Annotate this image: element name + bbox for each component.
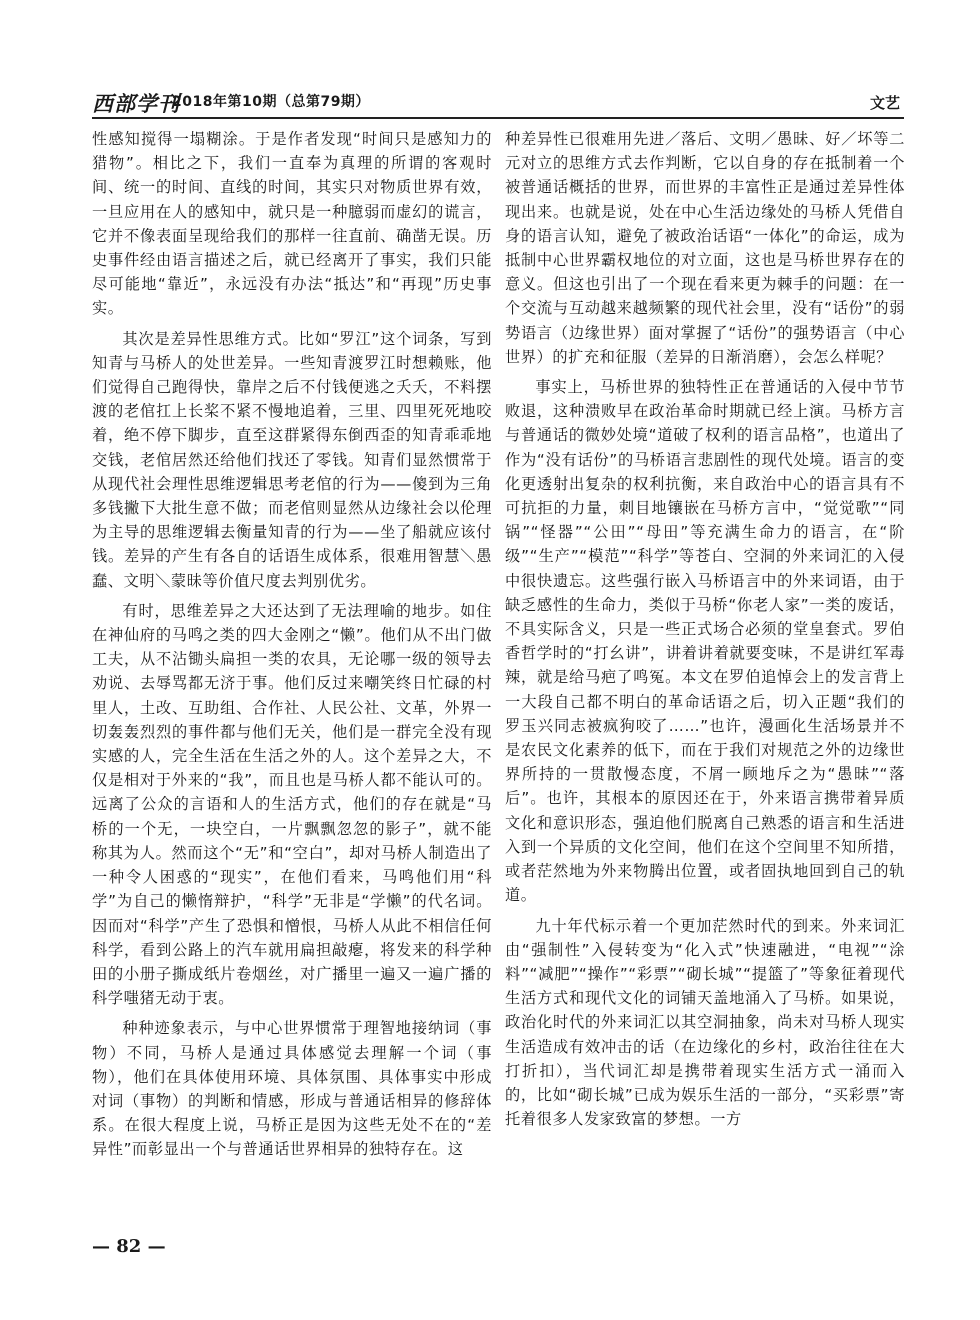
running-header [92, 86, 902, 116]
header-rule [92, 117, 904, 119]
paragraph: 种差异性已很难用先进／落后、文明／愚昧、好／坏等二元对立的思维方式去作判断，它以自身的存在抵制着一个被普通话概括的世界，而世界的丰富性正是通过差异性体现出来。也就是说，处在中心生活边缘处的马桥人凭借自身的语言认知，避免了被政治话语“一体化”的命运，成为抵制中心世界霸权地位的对立面，这也是马桥世界存在的意义。但这也引出了一个现在看来更为棘手的问题：在一个交流与互动越来越频繁的现代社会里，没有“话份”的弱势语言（边缘世界）面对掌握了“话份”的强势语言（中心世界）的扩充和征服（差异的日渐消磨），会怎么样呢？ [505, 130, 905, 366]
section-name: 文艺 [869, 94, 900, 112]
paragraph: 有时，思维差异之大还达到了无法理喻的地步。如住在神仙府的马鸣之类的四大金刚之“懒”。他们从不出门做工夫，从不沾锄头扁担一类的农具，无论哪一级的领导去劝说、去辱骂都无济于事。他们反过来嘲笑终日忙碌的村里人，土改、互助组、合作社、人民公社、文革，外界一切轰轰烈烈的事件都与他们无关，他们是一群完全没有现实感的人，完全生活在生活之外的人。这个差异之大，不仅是相对于外来的“我”，而且也是马桥人都不能认可的。远离了公众的言语和人的生活方式，他们的存在就是“马桥的一个无，一块空白，一片飘飘忽忽的影子”，就不能称其为人。然而这个“无”和“空白”，却对马桥人制造出了一种令人困惑的“现实”，在他们看来，马鸣他们用“科学”为自己的懒惰辩护，“科学”无非是“学懒”的代名词。因而对“科学”产生了恐惧和憎恨，马桥人从此不相信任何科学，看到公路上的汽车就用扁担敲瘪，将发来的科学种田的小册子撕成纸片卷烟丝，对广播里一遍又一遍广播的科学嗤猪无动于衷。 [92, 601, 492, 1008]
paragraph: 种种迹象表示，与中心世界惯常于理智地接纳词（事物）不同，马桥人是通过具体感觉去理解一个词（事物），他们在具体使用环境、具体氛围、具体事实中形成对词（事物）的判断和情感，形成与普通话相异的修辞体系。在很大程度上说，马桥正是因为这些无处不在的“差异性”而彰显出一个与普通话世界相异的独特存在。这 [92, 1019, 492, 1159]
left-column [92, 127, 492, 1162]
paragraph: 其次是差异性思维方式。比如“罗江”这个词条，写到知青与马桥人的处世差异。一些知青渡罗江时想赖账，他们觉得自己跑得快，靠岸之后不付钱便逃之夭夭，不料摆渡的老倌扛上长桨不紧不慢地追着，三里、四里死死地咬着，绝不停下脚步，直至这群紧得东倒西歪的知青乖乖地交钱，老倌居然还给他们找还了零钱。知青们显然惯常于从现代社会理性思维逻辑思考老倌的行为——傻到为三角多钱撇下大批生意不做；而老倌则显然从边缘社会以伦理为主导的思维逻辑去衡量知青的行为——坐了船就应该付钱。差异的产生有各自的话语生成体系，很难用智慧＼愚蠢、文明＼蒙昧等价值尺度去判别优劣。 [92, 329, 492, 590]
paragraph: 性感知搅得一塌糊涂。于是作者发现“时间只是感知力的猎物”。相比之下，我们一直奉为真理的所谓的客观时间、统一的时间、直线的时间，其实只对物质世界有效，一旦应用在人的感知中，就只是一种臆弱而虚幻的谎言，它并不像表面呈现给我们的那样一往直前、确凿无误。历史事件经由语言描述之后，就已经离开了事实，我们只能尽可能地“靠近”，永远没有办法“抵达”和“再现”历史事实。 [92, 130, 492, 318]
page-number: — 82 — [92, 1236, 166, 1257]
issue-info: 2018年第10期（总第79期） [172, 94, 370, 110]
paragraph: 事实上，马桥世界的独特性正在普通话的入侵中节节败退，这种溃败早在政治革命时期就已经上演。马桥方言与普通话的微妙处境“道破了权利的语言品格”，也道出了作为“没有话份”的马桥语言悲剧性的现代处境。语言的变化更透射出复杂的权利抗衡，来自政治中心的语言具有不可抗拒的力量，刺目地镶嵌在马桥方言中，“觉觉歌”“同锅”“怪器”“公田”“母田”等充满生命力的语言，在“阶级”“生产”“模范”“科学”等苍白、空洞的外来词汇的入侵中很快遗忘。这些强行嵌入马桥语言中的外来词语，由于缺乏感性的生命力，类似于马桥“你老人家”一类的废话，不具实际含义，只是一些正式场合必须的堂皇套式。罗伯香哲学时的“打幺讲”，讲着讲着就要变味，不是讲红军毒辣，就是给马疤了鸣冤。本文在罗伯追悼会上的发言背上一大段自己都不明白的革命话语之后，切入正题“我们的罗玉兴同志被疯狗咬了……”也许，漫画化生活场景并不是农民文化素养的低下，而在于我们对规范之外的边缘世界所持的一贯散慢态度，不屑一顾地斥之为“愚昧”“落后”。也许，其根本的原因还在于，外来语言携带着异质文化和意识形态，强迫他们脱离自己熟悉的语言和生活进入到一个异质的文化空间，他们在这个空间里不知所措，或者茫然地为外来物腾出位置，或者固执地回到自己的轨道。 [505, 378, 905, 905]
right-column [505, 127, 905, 1131]
paragraph: 九十年代标示着一个更加茫然时代的到来。外来词汇由“强制性”入侵转变为“化入式”快速融进，“电视”“涂料”“减肥”“操作”“彩票”“砌长城”“提篮了”等象征着现代生活方式和现代文化的词铺天盖地涌入了马桥。如果说，政治化时代的外来词汇以其空洞抽象，尚未对马桥人现实生活造成有效冲击的话（在边缘化的乡村，政治往往在大打折扣），当代词汇却是携带着现实生活方式一涌而入的，比如“砌长城”已成为娱乐生活的一部分，“买彩票”寄托着很多人发家致富的梦想。一方 [505, 916, 905, 1129]
journal-logo: 西部学刊 [92, 91, 180, 116]
